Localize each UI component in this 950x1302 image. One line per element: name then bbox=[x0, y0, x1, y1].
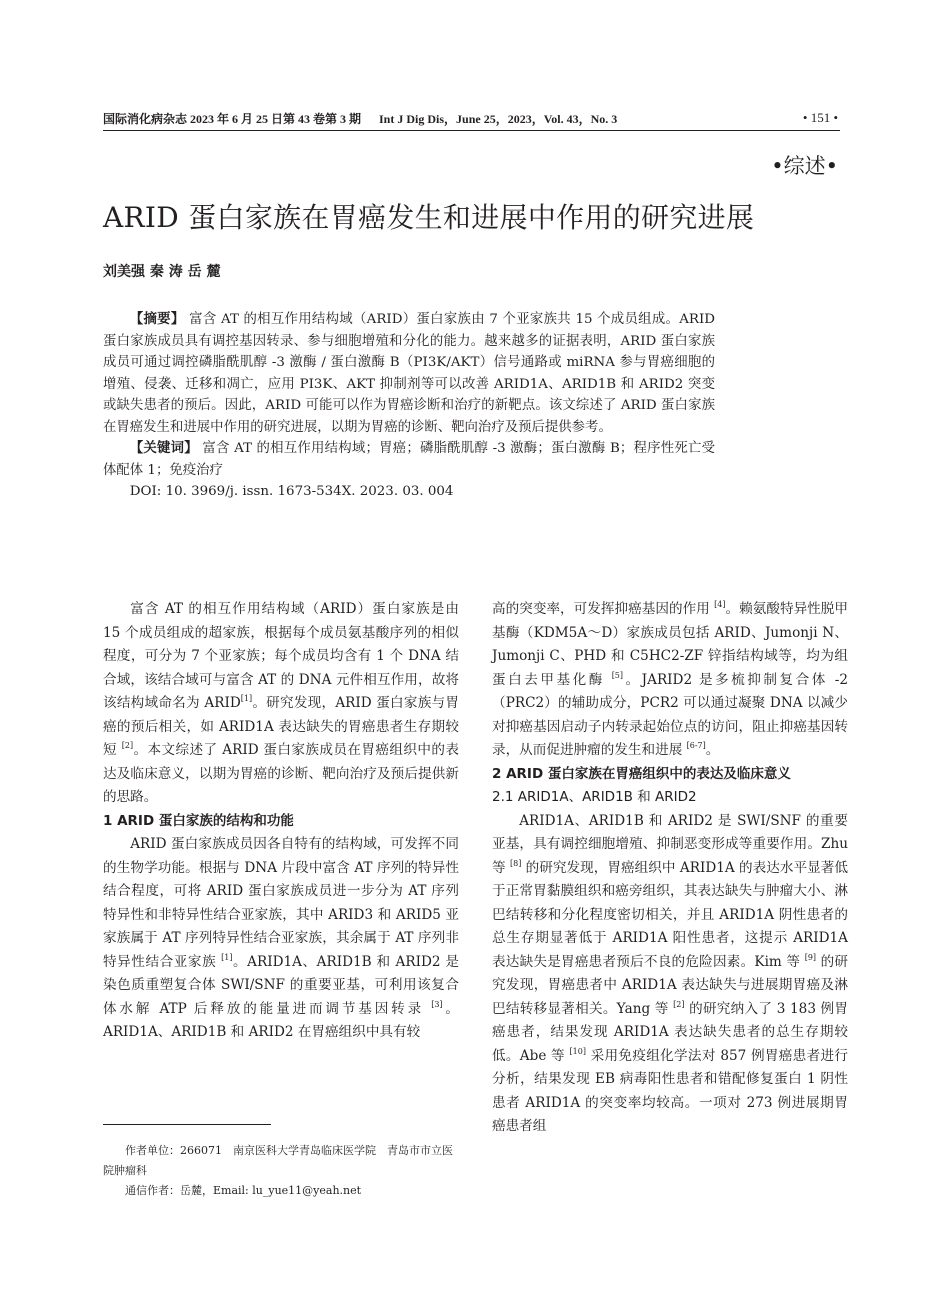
citation: [1] bbox=[240, 694, 253, 703]
authors: 刘美强 秦 涛 岳 麓 bbox=[103, 264, 221, 280]
section1-paragraph: ARID 蛋白家族成员因各自特有的结构域，可发挥不同的生物学功能。根据与 DNA 片段中富含 AT 序列的特异性结合程度，可将 ARID 蛋白家族成员进一步分为 AT 序列特异性和非特异性结合亚家族，其中 ARID3 和 ARID5 亚家族属于 AT 序列特异性结合亚家族，其余属于 AT 序列非特异性结合亚家族 [1]。ARID1A、ARID1B 和 ARID2 是染色质重塑复合体 SWI/SNF 的重要亚基，可利用该复合体水解 ATP 后释放的能量进而调节基因转录 [3]。ARID1A、ARID1B 和 ARID2 在胃癌组织中具有较 bbox=[103, 836, 459, 1040]
left-column bbox=[103, 598, 459, 1045]
keywords bbox=[103, 438, 715, 481]
abstract bbox=[103, 309, 715, 438]
subsection-heading-2-1: 2.1 ARID1A、ARID1B 和 ARID2 bbox=[492, 789, 697, 805]
keywords-text: 富含 AT 的相互作用结构域；胃癌；磷脂酰肌醇 -3 激酶；蛋白激酶 B；程序性死亡受体配体 1；免疫治疗 bbox=[103, 441, 715, 478]
keywords-label: 【关键词】 bbox=[129, 441, 198, 456]
footnote-divider bbox=[103, 1124, 271, 1125]
citation: [5] bbox=[611, 670, 624, 680]
header-divider bbox=[103, 130, 840, 131]
section2-paragraph: ARID1A、ARID1B 和 ARID2 是 SWI/SNF 的重要亚基，具有调控细胞增殖、抑制恶变形成等重要作用。Zhu 等 [8] 的研究发现，胃癌组织中 ARID1A 的表达水平显著低于正常胃黏膜组织和癌旁组织，其表达缺失与肿瘤大小、淋巴结转移和分化程度密切相关，并且 ARID1A 阴性患者的总生存期显著低于 ARID1A 阳性患者，这提示 ARID1A 表达缺失是胃癌患者预后不良的危险因素。Kim 等 [9] 的研究发现，胃癌患者中 ARID1A 表达缺失与进展期胃癌及淋巴结转移显著相关。Yang 等 [2] 的研究纳入了 3 183 例胃癌患者，结果发现 ARID1A 表达缺失患者的总生存期较低。Abe 等 [10] 采用免疫组化学法对 857 例胃癌患者进行分析，结果发现 EB 病毒阳性患者和错配修复蛋白 1 阴性患者 ARID1A 的突变率均较高。一项对 273 例进展期胃癌患者组 bbox=[492, 812, 848, 1134]
corresponding-author: 通信作者：岳麓，Email: lu_yue11@yeah.net bbox=[125, 1184, 362, 1197]
page-number: • 151 • bbox=[802, 110, 838, 125]
affiliation: 作者单位：266071 南京医科大学青岛临床医学院 青岛市市立医院肿瘤科 bbox=[103, 1144, 453, 1177]
citation: [8] bbox=[509, 858, 522, 868]
footnote bbox=[103, 1141, 459, 1201]
citation: [6-7] bbox=[686, 741, 706, 750]
citation: [4] bbox=[714, 600, 726, 609]
section-heading-1: 1 ARID 蛋白家族的结构和功能 bbox=[103, 812, 294, 829]
doi: DOI: 10. 3969/j. issn. 1673-534X. 2023. 03. 004 bbox=[129, 484, 454, 499]
abstract-text: 富含 AT 的相互作用结构域（ARID）蛋白家族由 7 个亚家族共 15 个成员组成。ARID 蛋白家族成员具有调控基因转录、参与细胞增殖和分化的能力。越来越多的证据表明，ARID 蛋白家族成员可通过调控磷脂酰肌醇 -3 激酶 / 蛋白激酶 B（PI3K/AKT）信号通路或 miRNA 参与胃癌细胞的增殖、侵袭、迁移和凋亡，应用 PI3K、AKT 抑制剂等可以改善 ARID1A、ARID1B 和 ARID2 突变或缺失患者的预后。因此，ARID 可能可以作为胃癌诊断和治疗的新靶点。该文综述了 ARID 蛋白家族在胃癌发生和进展中作用的研究进展，以期为胃癌的诊断、靶向治疗及预后提供参考。 bbox=[103, 312, 716, 435]
section-heading-2: 2 ARID 蛋白家族在胃癌组织中的表达及临床意义 bbox=[492, 765, 791, 782]
article-title: ARID 蛋白家族在胃癌发生和进展中作用的研究进展 bbox=[103, 201, 755, 234]
continued-paragraph: 高的突变率，可发挥抑癌基因的作用 [4]。赖氨酸特异性脱甲基酶（KDM5A～D）家族成员包括 ARID、Jumonji N、Jumonji C、PHD 和 C5HC2-ZF 锌指结构域等，均为组蛋白去甲基化酶 [5]。JARID2 是多梳抑制复合体 -2（PRC2）的辅助成分，PCR2 可以通过凝聚 DNA 以减少对抑癌基因启动子内转录起始位点的访问，阻止抑癌基因转录，从而促进肿瘤的发生和进展 [6-7]。 bbox=[492, 600, 848, 758]
journal-en: Int J Dig Dis，June 25，2023，Vol. 43，No. 3 bbox=[379, 112, 618, 126]
journal-cn: 国际消化病杂志 2023 年 6 月 25 日第 43 卷第 3 期 bbox=[103, 112, 362, 126]
abstract-label: 【摘要】 bbox=[129, 312, 185, 327]
citation: [2] bbox=[673, 999, 685, 1009]
journal-header bbox=[103, 110, 617, 127]
right-column bbox=[492, 598, 848, 1139]
citation: [2] bbox=[121, 741, 134, 750]
section-tag: •综述• bbox=[771, 154, 838, 178]
intro-paragraph: 富含 AT 的相互作用结构域（ARID）蛋白家族是由 15 个成员组成的超家族，根据每个成员氨基酸序列的相似程度，可分为 7 个亚家族；每个成员均含有 1 个 DNA 结合域，该结合域可与富含 AT 的 DNA 元件相互作用，故将该结构域命名为 ARID[1]。研究发现，ARID 蛋白家族与胃癌的预后相关，如 ARID1A 表达缺失的胃癌患者生存期较短 [2]。本文综述了 ARID 蛋白家族成员在胃癌组织中的表达及临床意义，以期为胃癌的诊断、靶向治疗及预后提供新的思路。 bbox=[103, 601, 459, 805]
citation: [9] bbox=[804, 952, 817, 962]
citation: [3] bbox=[431, 999, 443, 1009]
citation: [1] bbox=[221, 952, 233, 962]
citation: [10] bbox=[569, 1046, 586, 1056]
abstract-block bbox=[103, 309, 715, 503]
